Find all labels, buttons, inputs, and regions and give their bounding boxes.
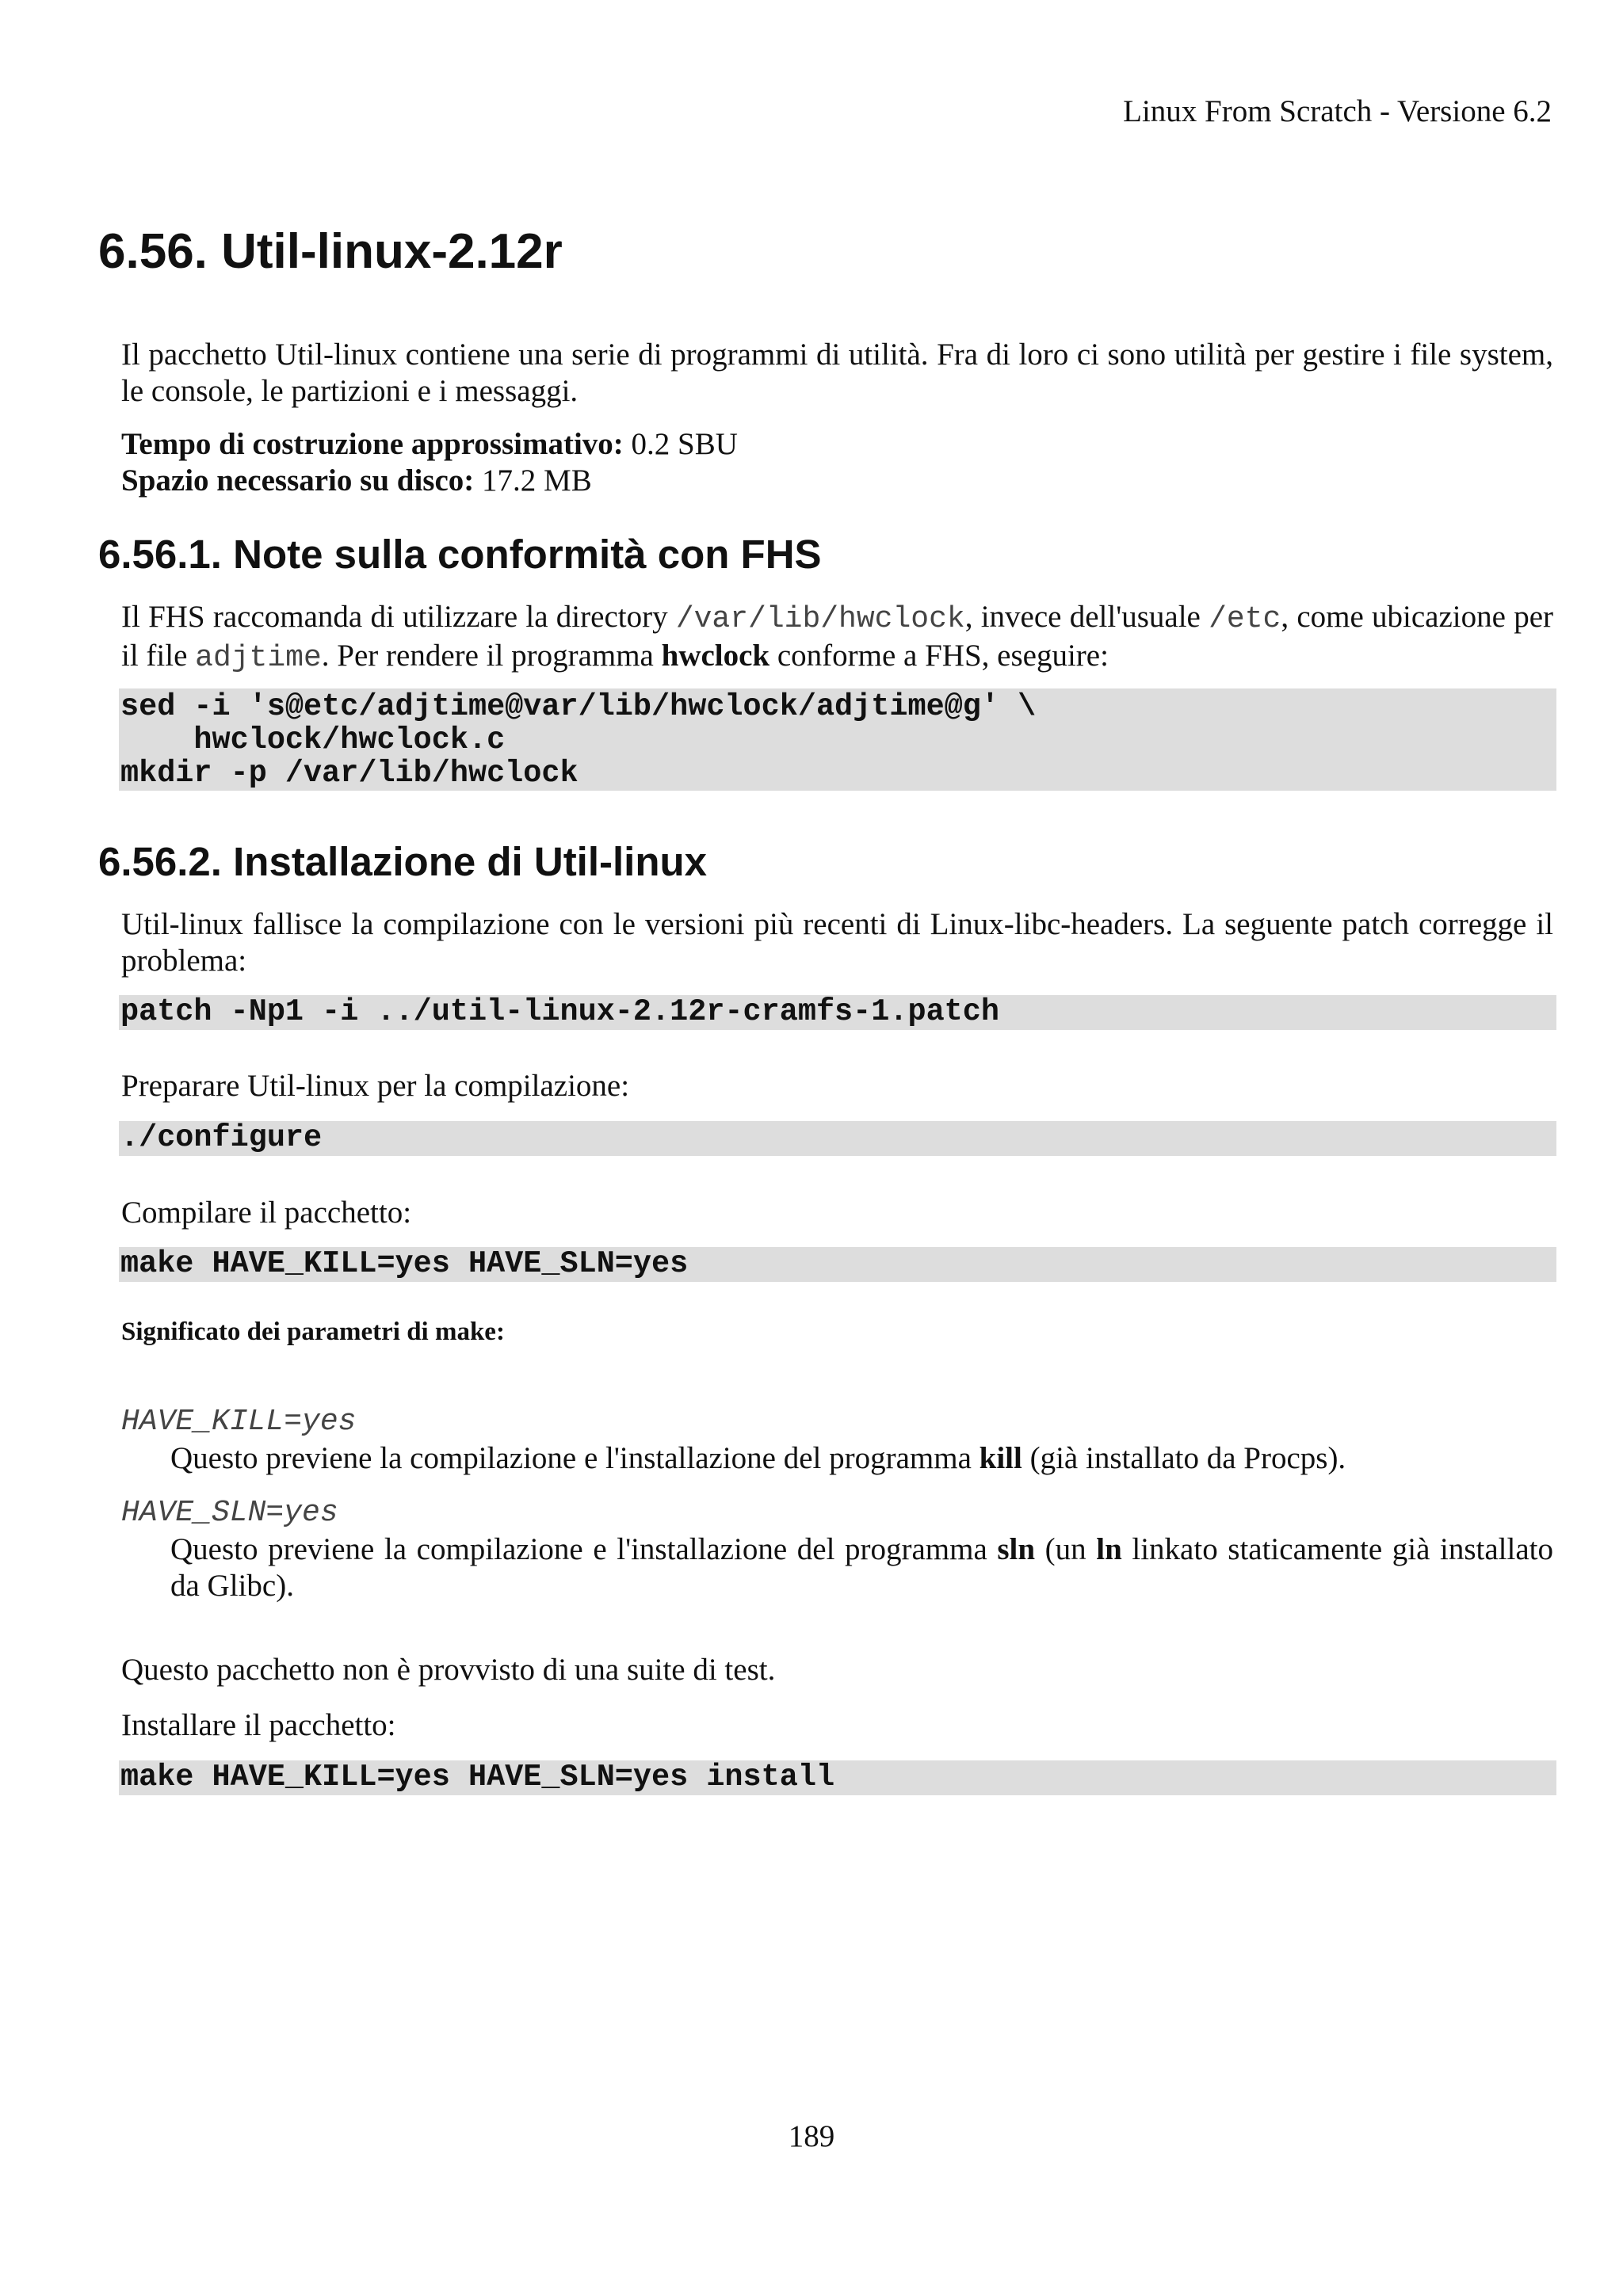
disk-space-line xyxy=(121,463,1553,499)
configure-paragraph: Preparare Util-linux per la compilazione: xyxy=(121,1069,630,1103)
code-block-fhs: sed -i 's@etc/adjtime@var/lib/hwclock/adjtime@g' \ hwclock/hwclock.c mkdir -p /var/lib/hwclock xyxy=(119,688,1556,791)
program-kill: kill xyxy=(979,1441,1022,1475)
param-def-have-kill: Questo previene la compilazione e l'installazione del programma kill (già installato da Procps). xyxy=(170,1441,1346,1475)
path-etc: /etc xyxy=(1209,602,1281,636)
installation-paragraph: Util-linux fallisce la compilazione con le versioni più recenti di Linux-libc-headers. La seguente patch corregge il problema: xyxy=(121,907,1553,978)
file-adjtime: adjtime xyxy=(195,641,322,675)
fhs-paragraph: Il FHS raccomanda di utilizzare la directory /var/lib/hwclock, invece dell'usuale /etc, come ubicazione per il file adjtime. Per rendere il programma hwclock conforme a FHS, eseguire: xyxy=(121,600,1553,675)
program-hwclock: hwclock xyxy=(661,639,770,673)
disk-space-label: Spazio necessario su disco: xyxy=(121,463,475,498)
build-time-line xyxy=(121,426,1553,463)
build-info xyxy=(121,426,1553,499)
program-ln: ln xyxy=(1096,1532,1122,1566)
running-header: Linux From Scratch - Versione 6.2 xyxy=(1123,94,1552,128)
test-suite-paragraph: Questo pacchetto non è provvisto di una suite di test. xyxy=(121,1653,776,1687)
chapter-title: 6.56. Util-linux-2.12r xyxy=(98,224,563,279)
param-term-have-kill: HAVE_KILL=yes xyxy=(121,1405,357,1439)
params-title: Significato dei parametri di make: xyxy=(121,1318,505,1346)
compile-paragraph: Compilare il pacchetto: xyxy=(121,1196,412,1230)
code-block-configure: ./configure xyxy=(119,1121,1556,1156)
section-title-fhs: 6.56.1. Note sulla conformità con FHS xyxy=(98,532,822,577)
program-sln: sln xyxy=(997,1532,1036,1566)
code-block-install: make HAVE_KILL=yes HAVE_SLN=yes install xyxy=(119,1760,1556,1795)
install-paragraph: Installare il pacchetto: xyxy=(121,1708,396,1742)
param-term-have-sln: HAVE_SLN=yes xyxy=(121,1496,338,1530)
page-number: 189 xyxy=(788,2119,835,2153)
param-def-have-sln: Questo previene la compilazione e l'installazione del programma sln (un ln linkato staticamente già installato da Glibc). xyxy=(170,1532,1553,1603)
section-title-installation: 6.56.2. Installazione di Util-linux xyxy=(98,839,708,884)
disk-space-value: 17.2 MB xyxy=(474,463,592,498)
path-var-lib-hwclock: /var/lib/hwclock xyxy=(675,602,965,636)
intro-paragraph: Il pacchetto Util-linux contiene una serie di programmi di utilità. Fra di loro ci sono utilità per gestire i file system, le console, le partizioni e i messaggi. xyxy=(121,338,1553,408)
build-time-value: 0.2 SBU xyxy=(623,427,738,461)
code-block-patch: patch -Np1 -i ../util-linux-2.12r-cramfs-1.patch xyxy=(119,995,1556,1030)
build-time-label: Tempo di costruzione approssimativo: xyxy=(121,427,624,461)
code-block-make: make HAVE_KILL=yes HAVE_SLN=yes xyxy=(119,1247,1556,1282)
